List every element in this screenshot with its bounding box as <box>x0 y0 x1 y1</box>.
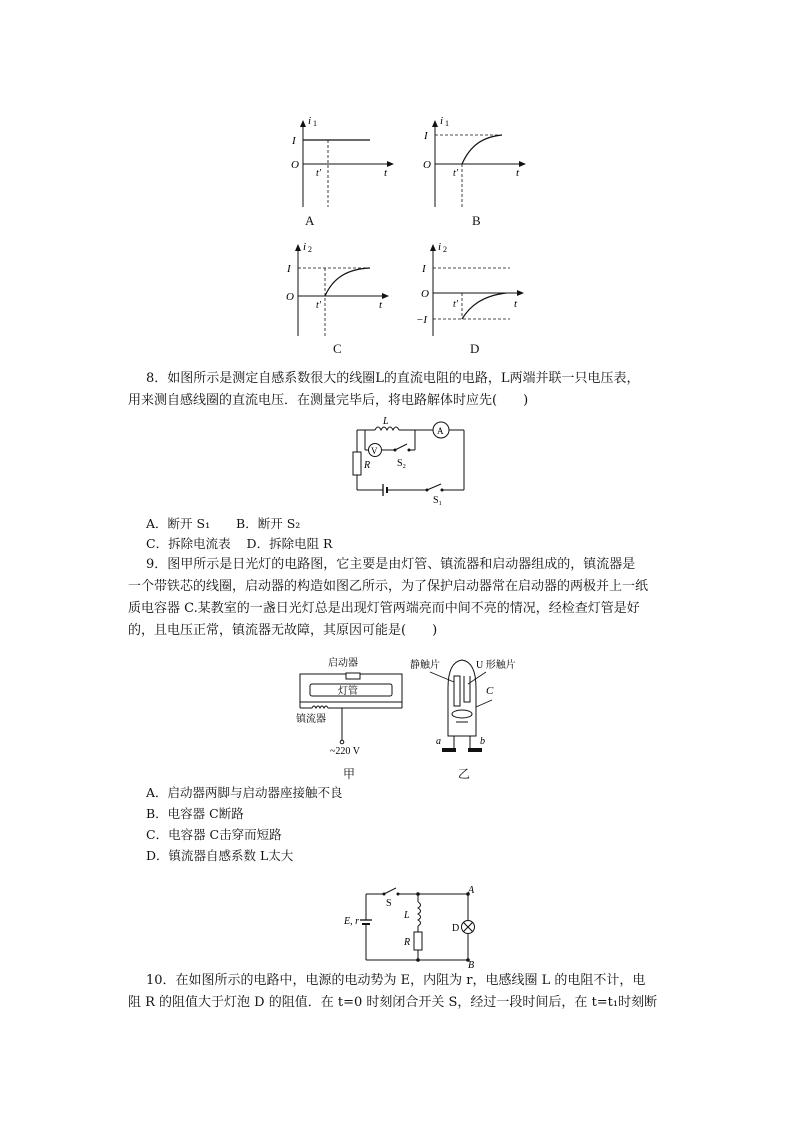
q8-options-row1 <box>146 514 300 534</box>
inductor-label: L <box>383 416 389 427</box>
node-a-label: A <box>468 885 475 896</box>
y-axis-subscript: 1 <box>313 119 317 128</box>
resistor-label: R <box>364 460 371 471</box>
starter-label: 启动器 <box>328 658 358 669</box>
origin-label: O <box>421 288 429 300</box>
t-prime-label: t′ <box>316 300 321 311</box>
y-axis-subscript: 2 <box>308 245 312 254</box>
y-axis-label: i <box>438 241 442 253</box>
graph-a <box>280 112 400 232</box>
ammeter-symbol: A <box>437 426 444 436</box>
fig-yi-caption: 乙 <box>458 767 471 781</box>
y-axis-label: i <box>308 115 312 127</box>
graph-c-caption: C <box>333 341 342 356</box>
origin-label: O <box>286 291 294 303</box>
node-b-label: B <box>468 960 475 968</box>
graph-d <box>410 240 530 340</box>
q9-line-1: 9．图甲所示是日光灯的电路图，它主要是由灯管、镇流器和启动器组成的，镇流器是 <box>146 557 636 572</box>
q8-option-b[interactable]: B．断开 S₂ <box>236 516 301 531</box>
q9-text <box>128 554 686 642</box>
q9-option-a[interactable]: A．启动器两脚与启动器座接触不良 <box>146 785 343 800</box>
y-axis-label: i <box>303 241 307 253</box>
graph-c <box>275 240 395 340</box>
pin-b-label: b <box>480 736 485 747</box>
fig-yi-starter-structure <box>410 652 540 764</box>
pin-a-label: a <box>436 736 441 747</box>
i-level-label: I <box>424 130 428 142</box>
q9-line-2: 一个带铁芯的线圈，启动器的构造如图乙所示，为了保护启动器常在启动器的两极并上一纸 <box>128 579 649 594</box>
fig-jia-fluorescent-circuit <box>292 652 412 764</box>
u-contact-label: U 形触片 <box>476 660 516 671</box>
y-axis-subscript: 1 <box>445 119 449 128</box>
resistor-label: R <box>404 937 411 948</box>
q9-option-b[interactable]: B．电容器 C断路 <box>146 806 244 821</box>
origin-label: O <box>423 159 431 171</box>
source-label: E, r <box>344 916 359 927</box>
q8-text <box>128 368 686 412</box>
static-contact-label: 静触片 <box>410 660 440 671</box>
q8-circuit <box>345 412 475 507</box>
inductor-label: L <box>404 910 410 921</box>
capacitor-label: C <box>486 685 494 697</box>
graph-b-caption: B <box>472 213 481 228</box>
q9-line-3: 质电容器 C.某教室的一盏日光灯总是出现灯管两端亮而中间不亮的情况，经检查灯管是好 <box>128 601 640 616</box>
q8-options-row2 <box>146 534 332 554</box>
i-level-label: I <box>422 263 426 275</box>
tube-label: 灯管 <box>338 686 358 697</box>
q10-text <box>128 970 686 1014</box>
q9-option-c[interactable]: C．电容器 C击穿而短路 <box>146 827 282 842</box>
q8-option-a[interactable]: A．断开 S₁ <box>146 516 211 531</box>
ballast-label: 镇流器 <box>296 714 326 725</box>
t-prime-label: t′ <box>453 168 458 179</box>
switch-s1-label: S₁ <box>433 495 443 506</box>
q10-circuit <box>340 884 490 968</box>
q9-line-4: 的，且电压正常，镇流器无故障，其原因可能是( ) <box>128 623 438 638</box>
i-level-label: I <box>287 263 291 275</box>
q10-line-1: 10．在如图所示的电路中，电源的电动势为 E，内阻为 r，电感线圈 L 的电阻不计，电 <box>146 973 646 988</box>
voltage-label: ~220 V <box>330 746 360 757</box>
q10-line-2: 阻 R 的阻值大于灯泡 D 的阻值．在 t=0 时刻闭合开关 S，经过一段时间后，在 t=t₁时刻断 <box>128 995 658 1010</box>
t-axis-label: t <box>514 298 518 310</box>
voltmeter-symbol: V <box>371 446 378 456</box>
t-prime-label: t′ <box>316 168 321 179</box>
graph-d-caption: D <box>470 341 480 356</box>
lamp-label: D <box>452 923 460 934</box>
i-level-label: I <box>292 135 296 147</box>
y-axis-subscript: 2 <box>443 245 447 254</box>
fig-jia-caption: 甲 <box>343 767 356 781</box>
q8-option-d[interactable]: D．拆除电阻 R <box>246 536 333 551</box>
q8-line-2: 用来测自感线圈的直流电压．在测量完毕后，将电路解体时应先( ) <box>128 393 529 408</box>
t-axis-label: t <box>384 167 388 179</box>
switch-label: S <box>386 898 392 909</box>
origin-label: O <box>291 159 299 171</box>
q8-line-1: 8．如图所示是测定自感系数很大的线圈L的直流电阻的电路，L两端并联一只电压表， <box>146 371 640 386</box>
t-prime-label: t′ <box>453 299 458 310</box>
y-axis-label: i <box>440 115 444 127</box>
t-axis-label: t <box>379 299 383 311</box>
q9-option-d[interactable]: D．镇流器自感系数 L太大 <box>146 848 294 863</box>
switch-s2-label: S₂ <box>397 458 407 469</box>
graph-a-caption: A <box>305 213 315 228</box>
q8-option-c[interactable]: C．拆除电流表 <box>146 536 231 551</box>
t-axis-label: t <box>516 167 520 179</box>
neg-i-label: −I <box>416 314 428 326</box>
